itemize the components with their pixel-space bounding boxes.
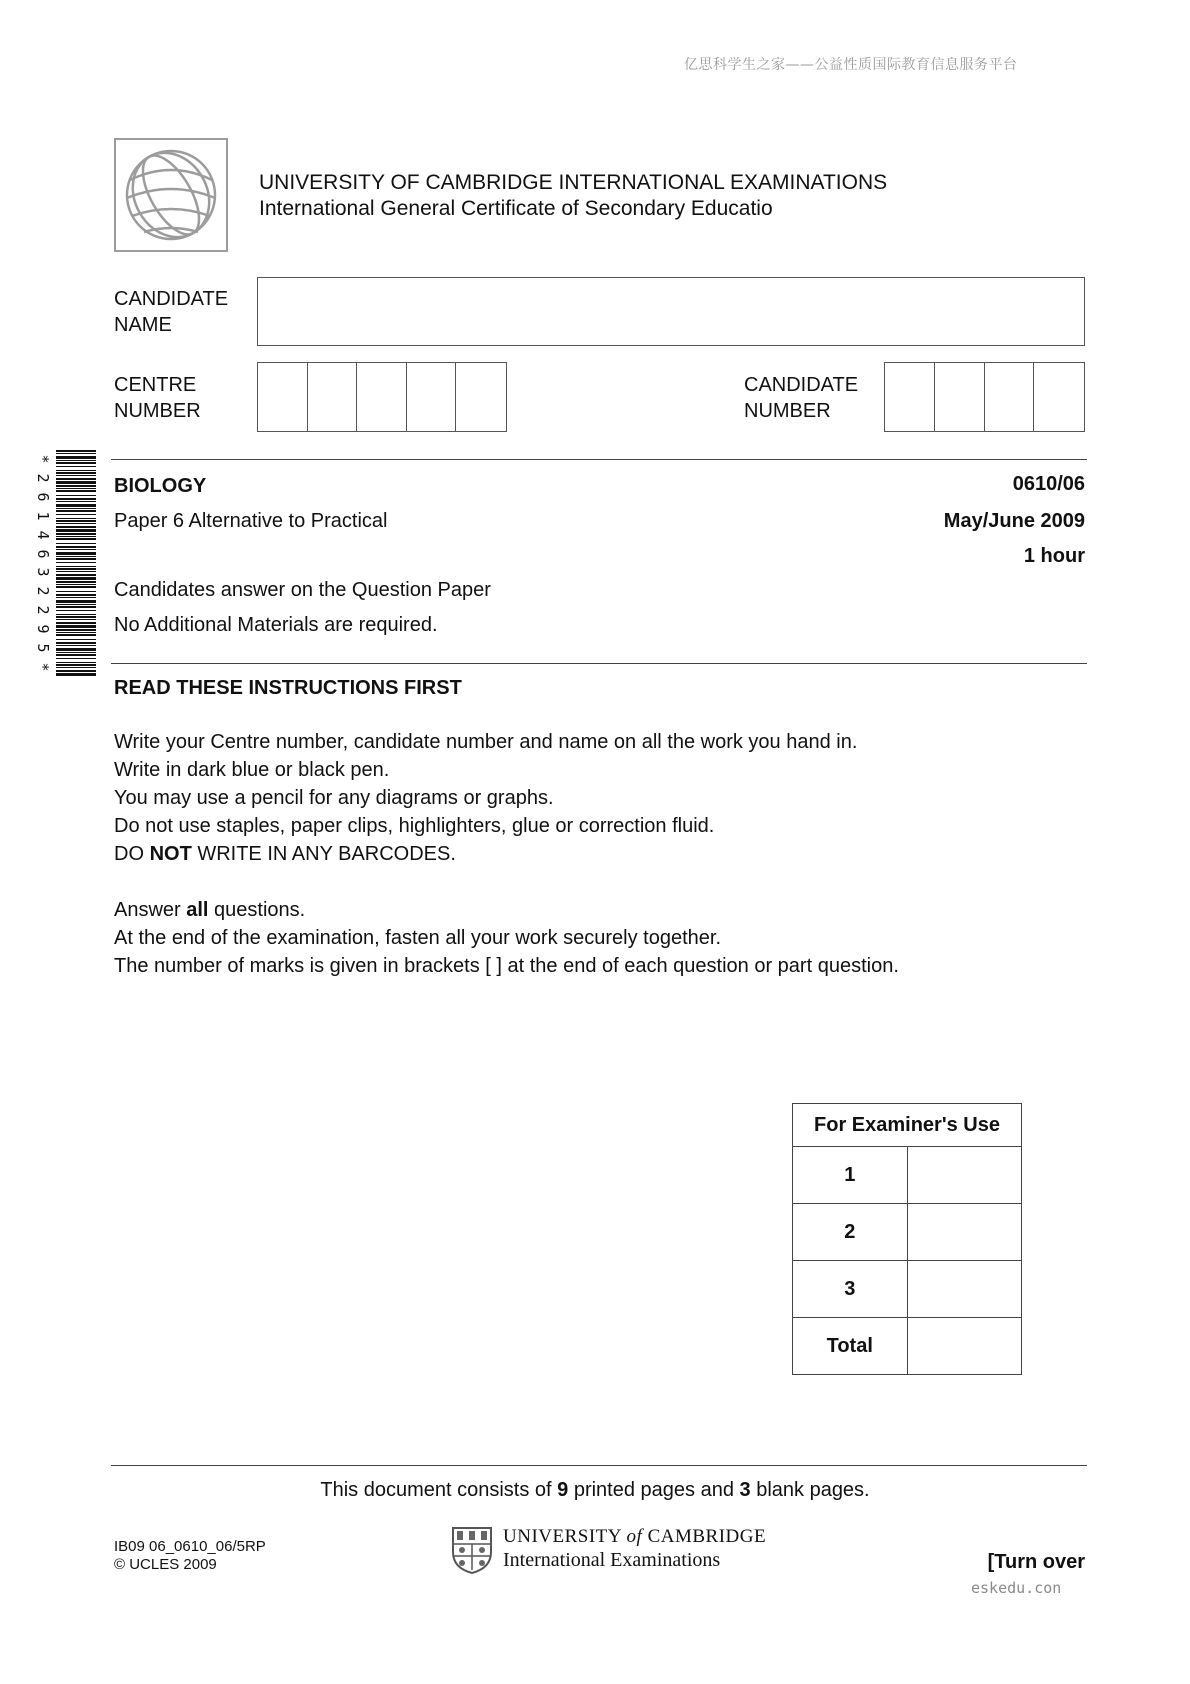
instructions-heading: READ THESE INSTRUCTIONS FIRST	[114, 677, 462, 699]
candidate-name-label	[114, 286, 228, 338]
barcode-bar	[56, 460, 96, 461]
barcode-bar	[56, 670, 96, 672]
instruction-line: At the end of the examination, fasten all your work securely together.	[114, 927, 722, 949]
barcode-bar	[56, 581, 96, 583]
barcode-digit: 2	[34, 605, 52, 615]
barcode-bar	[56, 606, 96, 608]
document-page-count	[0, 1479, 1190, 1502]
divider-middle	[111, 663, 1087, 664]
examiner-mark-cell	[907, 1261, 1022, 1318]
barcode-bar	[56, 536, 96, 537]
document-code-line: IB09 06_0610_06/5RP	[114, 1538, 266, 1555]
instructions-body	[114, 728, 899, 980]
watermark-eskedu: eskedu.con	[971, 1579, 1062, 1597]
barcode-digit: 6	[34, 549, 52, 559]
barcode-bar	[56, 571, 96, 572]
candidate-number-cell[interactable]	[885, 363, 935, 431]
page-count-text: blank pages.	[750, 1479, 870, 1501]
barcode-bar	[56, 591, 96, 592]
paper-title: Paper 6 Alternative to Practical	[114, 510, 388, 532]
paper-code: 0610/06	[1012, 473, 1085, 495]
barcode-bar	[56, 504, 96, 507]
barcode-bar	[56, 520, 96, 522]
turn-over: [Turn over	[987, 1551, 1085, 1573]
candidate-number-cell[interactable]	[1034, 363, 1084, 431]
document-code	[114, 1538, 266, 1574]
globe-icon	[116, 140, 226, 250]
barcode-digits	[34, 450, 52, 676]
barcode-bar	[56, 523, 96, 524]
candidate-number-cell[interactable]	[935, 363, 985, 431]
barcode-bar	[56, 533, 96, 535]
barcode-bar	[56, 481, 96, 484]
university-title: UNIVERSITY OF CAMBRIDGE INTERNATIONAL EXAMINATIONS	[259, 171, 888, 194]
candidate-number-label	[744, 372, 858, 424]
barcode-bar	[56, 450, 96, 452]
wordmark-text: UNIVERSITY	[503, 1526, 622, 1547]
candidate-number-label-line2: NUMBER	[744, 400, 831, 422]
instruction-text: DO	[114, 843, 150, 865]
copyright-line: © UCLES 2009	[114, 1556, 217, 1573]
barcode-bar	[56, 556, 96, 557]
instruction-line	[114, 840, 899, 868]
centre-number-cell[interactable]	[357, 363, 407, 431]
examiner-row-label: 1	[793, 1147, 908, 1204]
centre-number-cell[interactable]	[407, 363, 457, 431]
barcode-bar	[56, 462, 96, 464]
instruction-emphasis: all	[186, 899, 209, 921]
exam-duration: 1 hour	[1023, 545, 1085, 567]
barcode-bar	[56, 498, 96, 500]
candidate-name-label-line2: NAME	[114, 314, 172, 336]
cambridge-wordmark-line2: International Examinations	[503, 1549, 721, 1571]
barcode-bar	[56, 667, 96, 668]
blank-pages-count: 3	[739, 1479, 751, 1501]
barcode-bar	[56, 604, 96, 605]
barcode-bar	[56, 586, 96, 588]
barcode-bar	[56, 488, 96, 489]
barcode-bar	[56, 594, 96, 596]
barcode-bar	[56, 518, 96, 519]
barcode-bar	[56, 645, 96, 646]
instruction-line	[114, 896, 899, 924]
subject: BIOLOGY	[114, 475, 207, 497]
wordmark-text: of	[626, 1526, 643, 1547]
barcode-bar	[56, 629, 96, 631]
examiner-row-label: Total	[793, 1318, 908, 1375]
barcode-bar	[56, 619, 96, 620]
answer-note: Candidates answer on the Question Paper	[114, 579, 491, 601]
examiner-table-heading: For Examiner's Use	[793, 1104, 1022, 1147]
barcode-bar	[56, 456, 96, 459]
barcode-bar	[56, 610, 96, 611]
barcode-bar	[56, 654, 96, 656]
barcode-bar	[56, 538, 96, 540]
barcode-bar	[56, 622, 96, 624]
examiner-row-label: 2	[793, 1204, 908, 1261]
barcode-bar	[56, 501, 96, 502]
barcode-bar	[56, 514, 96, 515]
barcode-bar	[56, 472, 96, 474]
globe-logo	[114, 138, 228, 252]
barcode-bar	[56, 529, 96, 532]
barcode-bar	[56, 658, 96, 659]
centre-number-field[interactable]	[257, 362, 507, 432]
exam-session: May/June 2009	[943, 510, 1085, 532]
candidate-name-field[interactable]	[257, 277, 1085, 346]
barcode-bar	[56, 546, 96, 548]
barcode-icon	[56, 450, 96, 676]
printed-pages-count: 9	[557, 1479, 569, 1501]
barcode-bar	[56, 584, 96, 585]
barcode-bar	[56, 673, 96, 676]
barcode-digit: 2	[34, 586, 52, 596]
barcode-bar	[56, 466, 96, 467]
page-count-text: printed pages and	[568, 1479, 740, 1501]
barcode-bar	[56, 614, 96, 615]
page-count-text: This document consists of	[320, 1479, 558, 1501]
barcode-bar	[56, 648, 96, 651]
watermark-text: 亿思科学生之家——公益性质国际教育信息服务平台	[684, 57, 1018, 73]
barcode-bar	[56, 526, 96, 528]
barcode-digit: 6	[34, 492, 52, 502]
barcode-digit: 2	[34, 473, 52, 483]
candidate-name-label-line1: CANDIDATE	[114, 288, 229, 310]
barcode-bar	[56, 508, 96, 509]
instruction-line: Write your Centre number, candidate number and name on all the work you hand in.	[114, 731, 858, 753]
candidate-number-field[interactable]	[884, 362, 1085, 432]
cambridge-crest-icon	[451, 1526, 493, 1574]
instruction-line: You may use a pencil for any diagrams or graphs.	[114, 787, 554, 809]
barcode-bar	[56, 616, 96, 618]
barcode-bar	[56, 470, 96, 471]
barcode-bar	[56, 639, 96, 640]
barcode-bar	[56, 600, 96, 603]
centre-number-label-line2: NUMBER	[114, 400, 201, 422]
barcode-digit: 9	[34, 624, 52, 634]
candidate-number-cell[interactable]	[985, 363, 1035, 431]
barcode-bar	[56, 664, 96, 666]
certificate-title: International General Certificate of Secondary Educatio	[259, 197, 773, 220]
centre-number-cell[interactable]	[456, 363, 506, 431]
barcode-digit: 4	[34, 530, 52, 540]
barcode-bar	[56, 478, 96, 480]
centre-number-cell[interactable]	[258, 363, 308, 431]
barcode-digit: *	[34, 454, 52, 464]
wordmark-text: CAMBRIDGE	[647, 1526, 767, 1547]
instruction-text: WRITE IN ANY BARCODES.	[191, 843, 456, 865]
barcode-digit: *	[34, 662, 52, 672]
barcode-bar	[56, 475, 96, 476]
cambridge-wordmark-line1	[503, 1526, 766, 1548]
barcode-bar	[56, 485, 96, 487]
centre-number-cell[interactable]	[308, 363, 358, 431]
barcode-digit: 3	[34, 567, 52, 577]
barcode-bar	[56, 562, 96, 563]
barcode-bar	[56, 632, 96, 633]
barcode-bar	[56, 558, 96, 560]
divider-bottom	[111, 1465, 1087, 1466]
barcode-bar	[56, 490, 96, 492]
barcode-bar	[56, 549, 96, 550]
materials-note: No Additional Materials are required.	[114, 614, 438, 636]
instruction-line: Do not use staples, paper clips, highlighters, glue or correction fluid.	[114, 815, 715, 837]
barcode-bar	[56, 510, 96, 512]
barcode-digit: 1	[34, 511, 52, 521]
barcode-bar	[56, 634, 96, 636]
examiner-row-label: 3	[793, 1261, 908, 1318]
instruction-line: The number of marks is given in brackets [ ] at the end of each question or part question.	[114, 955, 899, 977]
instruction-text: Answer	[114, 899, 187, 921]
barcode-bar	[56, 453, 96, 454]
barcode-bar	[56, 568, 96, 570]
examiner-use-table	[792, 1103, 1022, 1375]
instruction-emphasis: NOT	[149, 843, 192, 865]
examiner-mark-cell	[907, 1147, 1022, 1204]
barcode-bar	[56, 552, 96, 555]
examiner-mark-cell	[907, 1204, 1022, 1261]
examiner-mark-cell	[907, 1318, 1022, 1375]
barcode-bar	[56, 642, 96, 644]
divider-top	[111, 459, 1087, 460]
barcode-bar	[56, 495, 96, 496]
barcode-bar	[56, 652, 96, 653]
barcode-bar	[56, 577, 96, 580]
barcode-bar	[56, 662, 96, 663]
barcode-digit: 5	[34, 643, 52, 653]
centre-number-label	[114, 372, 201, 424]
barcode-bar	[56, 597, 96, 598]
instruction-text: questions.	[208, 899, 306, 921]
barcode-bar	[56, 543, 96, 544]
instruction-line: Write in dark blue or black pen.	[114, 759, 390, 781]
barcode-bar	[56, 625, 96, 628]
barcode-bar	[56, 566, 96, 567]
centre-number-label-line1: CENTRE	[114, 374, 197, 396]
barcode-bar	[56, 574, 96, 576]
candidate-number-label-line1: CANDIDATE	[744, 374, 859, 396]
